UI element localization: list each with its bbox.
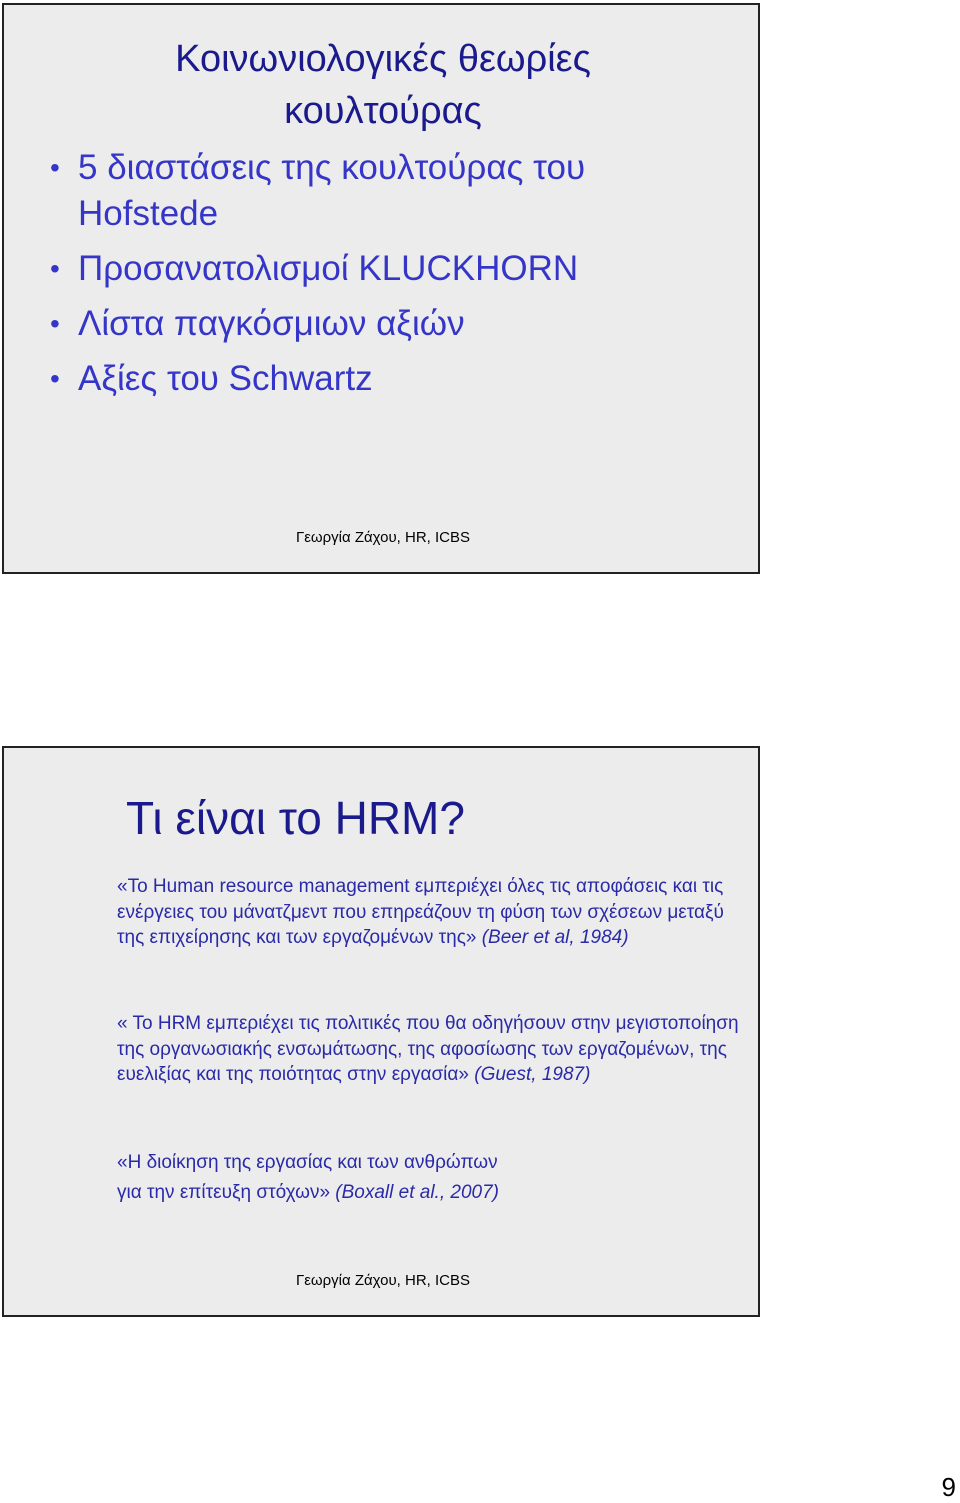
page-number: 9 bbox=[941, 1472, 956, 1502]
quote-text: «Η διοίκηση της εργασίας και των ανθρώπων bbox=[117, 1152, 498, 1173]
slide-1 bbox=[2, 3, 760, 574]
quote-text: «Το Human resource management εμπεριέχει όλες τις αποφάσεις και τις ενέργειες του μάνατζμεντ που επηρεάζουν τη φύση των σχέσεων μεταξύ της επιχείρησης και των εργαζομένων της» bbox=[117, 876, 724, 948]
list-item bbox=[50, 145, 690, 237]
list-item bbox=[50, 246, 690, 292]
slide-footer: Γεωργία Ζάχου, HR, ICBS bbox=[295, 1272, 471, 1289]
list-item-text: 5 διαστάσεις της κουλτούρας του Hofstede bbox=[78, 148, 586, 233]
quote-guest bbox=[117, 1011, 742, 1088]
quote-beer bbox=[117, 874, 742, 951]
bullet-icon: • bbox=[50, 363, 60, 394]
slide-2 bbox=[2, 746, 760, 1317]
title-line-2: κουλτούρας bbox=[284, 90, 482, 132]
bullet-list bbox=[50, 145, 690, 411]
list-item-text: Αξίες του Schwartz bbox=[78, 359, 373, 398]
quote-text: « Το HRM εμπεριέχει τις πολιτικές που θα οδηγήσουν στην μεγιστοποίηση της οργανωσιακής ενσωμάτωσης, της αφοσίωσης των εργαζομένων, της ευελιξίας και της ποιότητας στην εργασία» bbox=[117, 1013, 739, 1085]
list-item bbox=[50, 356, 690, 402]
quote-citation: (Guest, 1987) bbox=[468, 1064, 591, 1085]
slide-1-title bbox=[4, 33, 762, 137]
bullet-icon: • bbox=[50, 308, 60, 339]
slide-footer: Γεωργία Ζάχου, HR, ICBS bbox=[295, 529, 471, 546]
slide-2-title: Τι είναι το HRM? bbox=[126, 792, 465, 844]
bullet-icon: • bbox=[50, 152, 60, 183]
list-item bbox=[50, 301, 690, 347]
bullet-icon: • bbox=[50, 253, 60, 284]
quote-citation: (Boxall et al., 2007) bbox=[330, 1182, 499, 1203]
list-item-text: Λίστα παγκόσμιων αξιών bbox=[78, 304, 465, 343]
quote-boxall bbox=[117, 1148, 742, 1208]
list-item-text: Προσανατολισμοί KLUCKHORN bbox=[78, 249, 579, 288]
title-line-1: Κοινωνιολογικές θεωρίες bbox=[175, 38, 591, 80]
quote-citation: (Beer et al, 1984) bbox=[476, 927, 629, 948]
quote-text: για την επίτευξη στόχων» bbox=[117, 1182, 331, 1203]
